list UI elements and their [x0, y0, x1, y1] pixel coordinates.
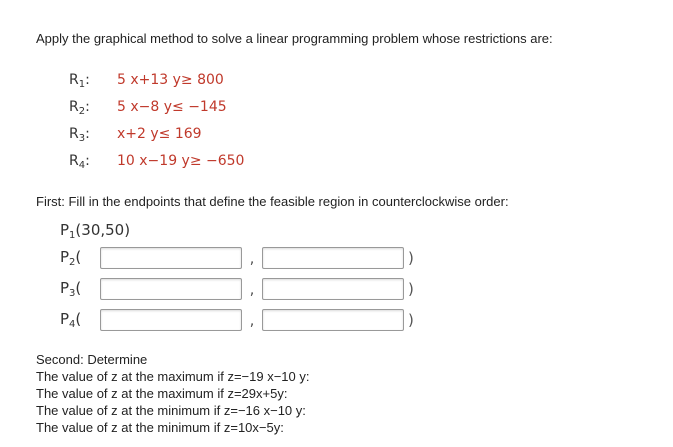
constraint-expression: 5 x+13 y≥ 800 [117, 72, 224, 88]
separator-comma: , [249, 310, 255, 329]
point-p2-row [60, 242, 414, 273]
p4-y-input[interactable] [262, 309, 404, 331]
p3-y-input[interactable] [262, 278, 404, 300]
point-p3-row [60, 273, 414, 304]
problem-statement: Apply the graphical method to solve a linear programming problem whose restrictions are: [36, 31, 553, 46]
p2-y-input[interactable] [262, 247, 404, 269]
constraint-label: $R_3$: [69, 126, 90, 144]
point-p4-row [60, 304, 414, 335]
question-max-z2: The value of z at the maximum if z=29x+5y: [36, 386, 288, 401]
closing-paren: ) [408, 248, 414, 267]
point-p1 [60, 218, 414, 242]
closing-paren: ) [408, 310, 414, 329]
p4-x-input[interactable] [100, 309, 242, 331]
step2-section [36, 351, 310, 436]
p2-x-input[interactable] [100, 247, 242, 269]
point-p1-value: (30,50) [75, 221, 131, 239]
step2-heading: Second: Determine [36, 352, 148, 367]
point-label: $P_2$( [60, 247, 82, 268]
constraint-list [69, 70, 244, 178]
point-label: $P_3$( [60, 278, 82, 299]
vertex-list [60, 218, 414, 335]
constraint-r1 [69, 70, 244, 97]
separator-comma: , [249, 279, 255, 298]
constraint-r4 [69, 151, 244, 178]
step1-instruction: First: Fill in the endpoints that define the feasible region in counterclockwise order: [36, 194, 509, 209]
constraint-expression: 10 x−19 y≥ −650 [117, 153, 245, 169]
question-min-z4: The value of z at the minimum if z=10x−5y: [36, 420, 284, 435]
question-max-z1: The value of z at the maximum if z=−19 x−10 y: [36, 369, 310, 384]
constraint-label: $R_4$: [69, 153, 90, 171]
constraint-r3 [69, 124, 244, 151]
constraint-r2 [69, 97, 244, 124]
constraint-expression: x+2 y≤ 169 [117, 126, 202, 142]
constraint-expression: 5 x−8 y≤ −145 [117, 99, 227, 115]
question-min-z3: The value of z at the minimum if z=−16 x−10 y: [36, 403, 306, 418]
point-label: $P_1$ [60, 221, 76, 241]
constraint-label: $R_1$: [69, 72, 90, 90]
point-label: $P_4$( [60, 309, 82, 330]
constraint-label: $R_2$: [69, 99, 90, 117]
closing-paren: ) [408, 279, 414, 298]
p3-x-input[interactable] [100, 278, 242, 300]
separator-comma: , [249, 248, 255, 267]
